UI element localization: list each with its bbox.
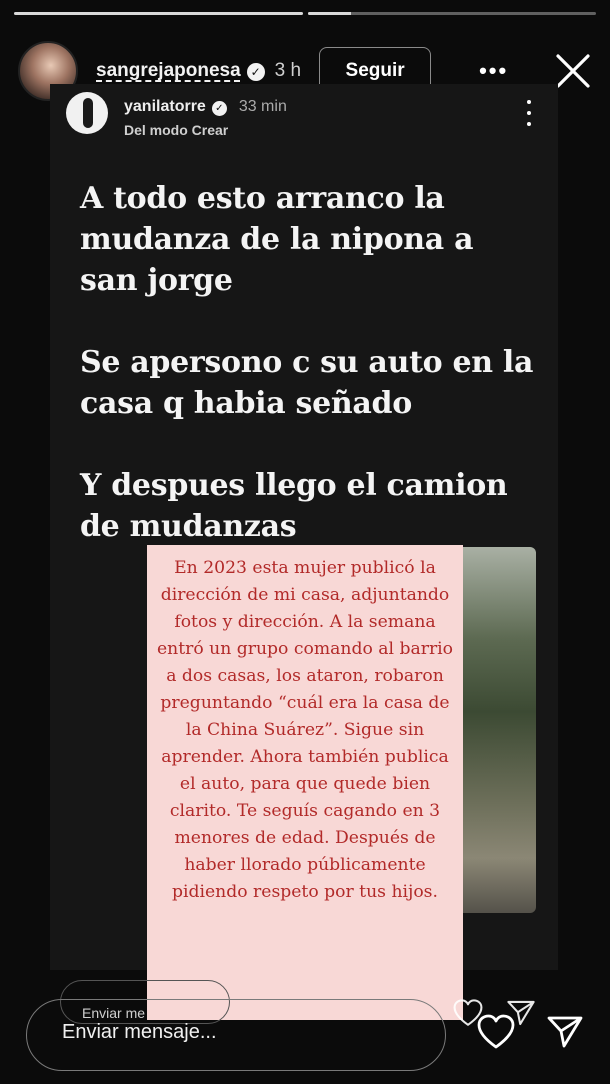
verified-badge-icon: ✓	[212, 101, 227, 116]
send-icon[interactable]	[545, 1013, 585, 1051]
repost-header	[66, 92, 287, 138]
more-options-icon[interactable]: •••	[479, 58, 509, 83]
repost-meta	[124, 98, 287, 138]
story-progress	[14, 12, 596, 16]
follow-button[interactable]: Seguir	[319, 47, 431, 95]
text-note-overlay: En 2023 esta mujer publicó la dirección de mi casa, adjuntando fotos y dirección. A la semana entró un grupo comando al barrio a dos casas, los ataron, robaron preguntando “cuál era la casa de la China Suárez”. Sigue sin aprender. Ahora también publica el auto, para que quede bien clarito. Te seguís cagando en 3 menores de edad. Después de haber llorado públicamente pidiendo respeto por tus hijos.	[147, 545, 463, 1020]
repost-subtitle: Del modo Crear	[124, 122, 229, 138]
story-username-text[interactable]: sangrejaponesa	[96, 60, 241, 81]
repost-user-line	[124, 98, 287, 116]
repost-avatar[interactable]	[66, 92, 108, 134]
repost-paragraph: Y despues llego el camion de mudanzas	[80, 468, 508, 544]
repost-paragraph: Se apersono c su auto en la casa q habia señado	[80, 345, 534, 421]
progress-segment-1	[14, 12, 303, 15]
story-time: 3 h	[274, 60, 302, 81]
story-username[interactable]	[96, 60, 265, 82]
repost-username[interactable]: yanilatorre	[124, 98, 206, 115]
repost-body	[80, 178, 540, 588]
repost-paragraph: A todo esto arranco la mudanza de la nipona a san jorge	[80, 181, 474, 298]
progress-segment-2	[308, 12, 597, 15]
repost-time: 33 min	[238, 98, 287, 115]
progress-fill-2	[308, 12, 351, 15]
progress-fill-1	[14, 12, 303, 15]
close-icon[interactable]	[554, 52, 592, 90]
reply-placeholder[interactable]: Enviar mensaje...	[62, 1021, 217, 1043]
verified-badge-icon: ✓	[247, 63, 265, 81]
ghost-reply-placeholder: Enviar me	[82, 1005, 146, 1021]
repost-more-icon[interactable]	[526, 100, 532, 126]
heart-icon[interactable]	[476, 1013, 516, 1051]
